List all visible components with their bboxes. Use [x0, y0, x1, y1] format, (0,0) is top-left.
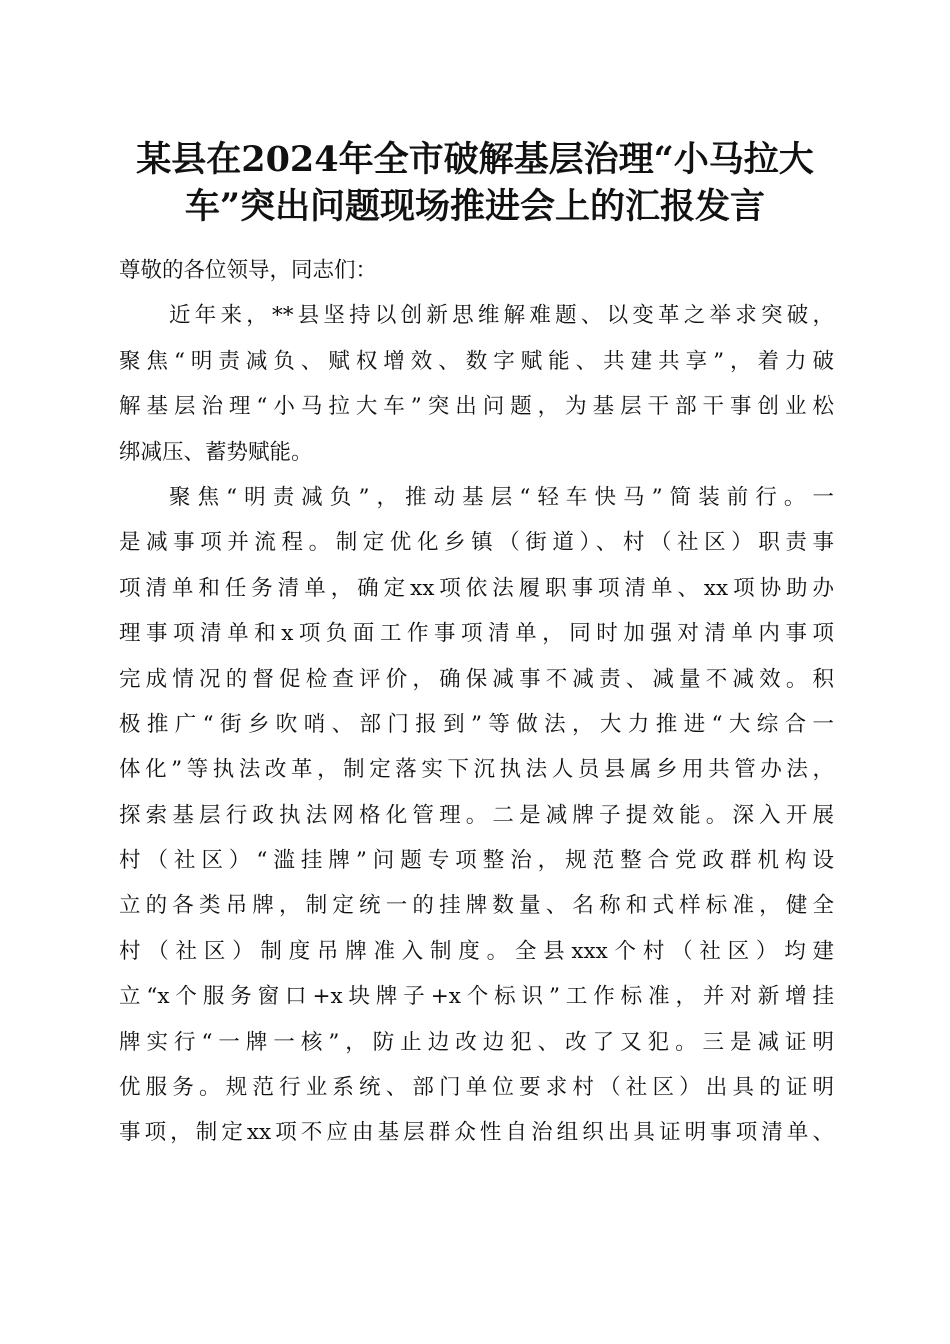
paragraph-line: 体化”等执法改革，制定落实下沉执法人员县属乡用共管办法，: [119, 757, 834, 783]
paragraph-line: 理事项清单和x项负面工作事项清单，同时加强对清单内事项: [119, 621, 834, 647]
paragraph-line: 完成情况的督促检查评价，确保减事不减责、减量不减效。积: [119, 666, 834, 692]
paragraph-line: 极推广“街乡吹哨、部门报到”等做法，大力推进“大综合一: [119, 711, 834, 737]
paragraph-line: 牌实行“一牌一核”，防止边改边犯、改了又犯。三是减证明: [119, 1029, 834, 1055]
paragraph-line: 事项，制定xx项不应由基层群众性自治组织出具证明事项清单、: [119, 1120, 834, 1146]
paragraph-line: 村（社区）制度吊牌准入制度。全县xxx个村（社区）均建: [119, 938, 834, 964]
paragraph-line: 村（社区）“滥挂牌”问题专项整治，规范整合党政群机构设: [119, 848, 834, 874]
paragraph-line: 立“x个服务窗口+x块牌子+x个标识”工作标准，并对新增挂: [119, 984, 834, 1010]
title-line-1: 某县在2024年全市破解基层治理“小马拉大: [136, 139, 814, 180]
paragraph-line: 聚焦“明责减负、赋权增效、数字赋能、共建共享”，着力破: [119, 348, 834, 374]
paragraph-line: 解基层治理“小马拉大车”突出问题，为基层干部干事创业松: [119, 394, 834, 420]
paragraph-line: 绑减压、蓄势赋能。: [119, 439, 313, 465]
paragraph-1: [119, 293, 834, 475]
paragraph-line: 项清单和任务清单，确定xx项依法履职事项清单、xx项协助办: [119, 575, 834, 601]
document-body: [119, 248, 834, 1156]
salutation: 尊敬的各位领导，同志们：: [119, 258, 378, 283]
paragraph-line: 立的各类吊牌，制定统一的挂牌数量、名称和式样标准，健全: [119, 893, 834, 919]
page-title: [110, 136, 840, 230]
paragraph-line: 近年来，**县坚持以创新思维解难题、以变革之举求突破，: [169, 303, 834, 329]
paragraph-line: 是减事项并流程。制定优化乡镇（街道）、村（社区）职责事: [119, 530, 834, 556]
paragraph-line: 聚焦“明责减负”，推动基层“轻车快马”简装前行。一: [169, 484, 834, 510]
title-line-2: 车”突出问题现场推进会上的汇报发言: [184, 186, 766, 227]
paragraph-2: [119, 475, 834, 1156]
paragraph-line: 优服务。规范行业系统、部门单位要求村（社区）出具的证明: [119, 1075, 834, 1101]
paragraph-line: 探索基层行政执法网格化管理。二是减牌子提效能。深入开展: [119, 802, 834, 828]
